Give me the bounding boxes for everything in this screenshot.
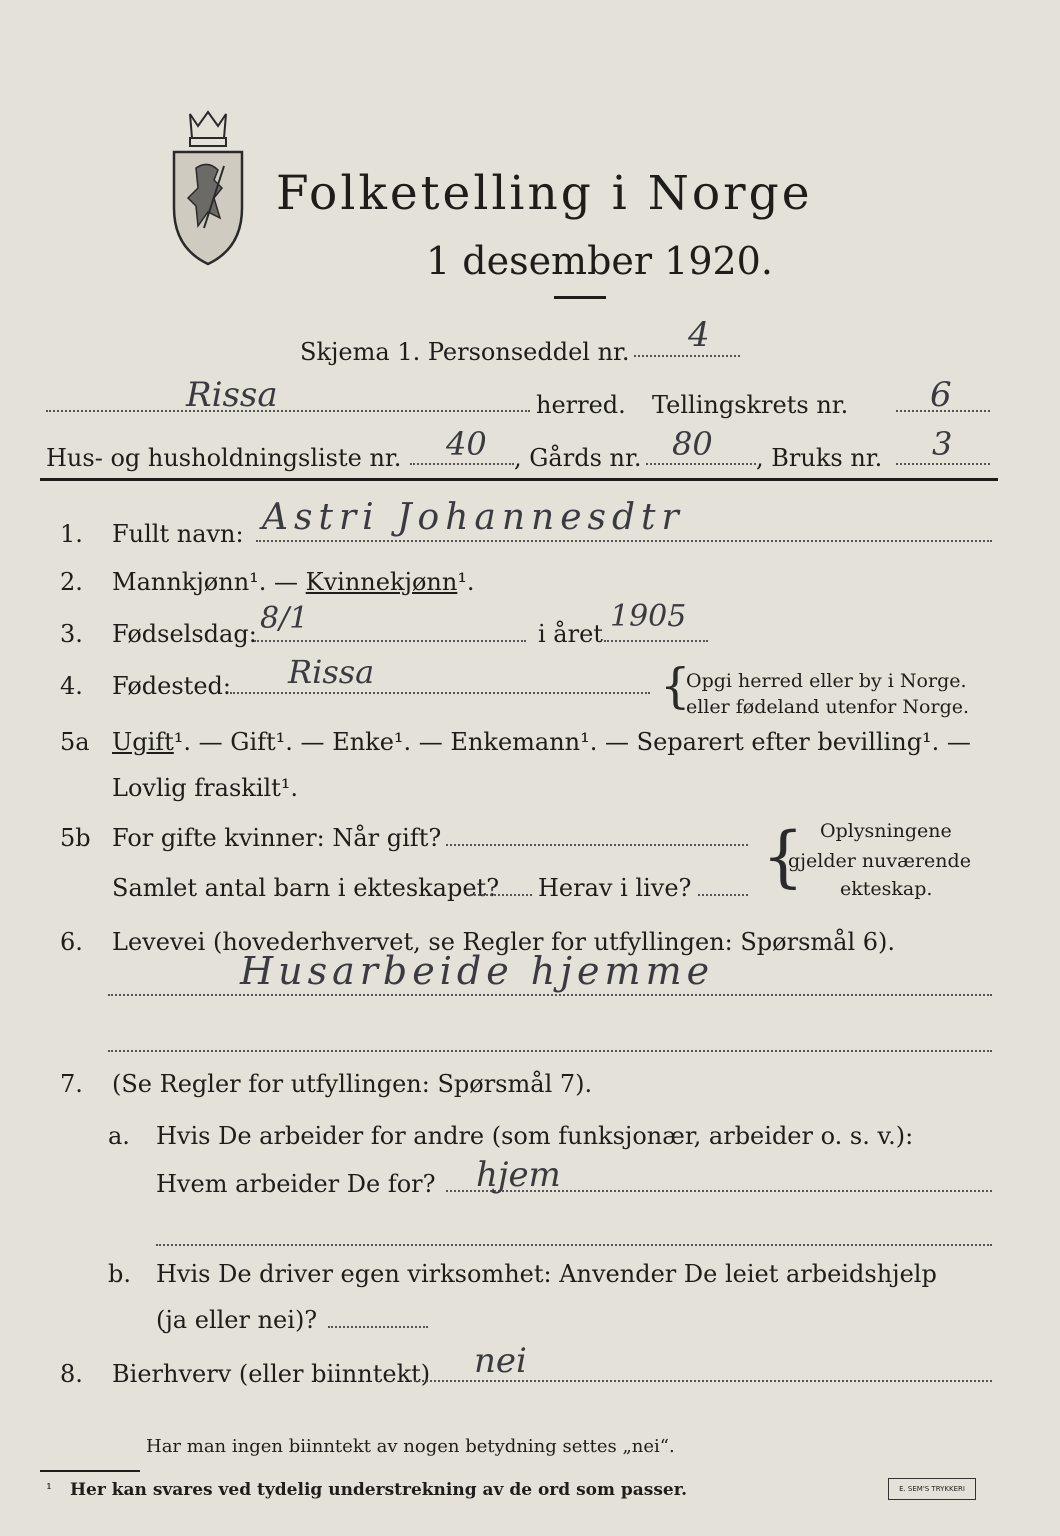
arbeider-for-value: hjem (476, 1155, 561, 1195)
footer-rule (40, 1470, 140, 1472)
herred-field[interactable] (46, 410, 530, 412)
fodested-value: Rissa (288, 653, 375, 691)
year-value: 1905 (610, 599, 687, 634)
q4-number: 4. (60, 672, 83, 700)
bruks-label: , Bruks nr. (756, 444, 883, 472)
ugift-option[interactable]: Ugift (112, 728, 174, 756)
herred-value: Rissa (186, 375, 278, 415)
q5b-note-1: Oplysningene (820, 820, 952, 842)
census-date: 1 desember 1920. (426, 239, 773, 283)
mannkjonn-option[interactable]: Mannkjønn¹. (112, 568, 267, 596)
skjema-value: 4 (688, 315, 710, 355)
year-label: i året (538, 620, 603, 648)
footnote-text: Her kan svares ved tydelig understrekning av de ord som passer. (70, 1480, 688, 1500)
bierhverv-value: nei (474, 1341, 527, 1381)
q5b-number: 5b (60, 824, 91, 852)
gards-value: 80 (672, 425, 713, 463)
skjema-field[interactable] (634, 355, 740, 357)
husholdningsliste-value: 40 (446, 425, 487, 463)
q4-brace: { (660, 658, 691, 714)
q5a-number: 5a (60, 728, 90, 756)
q6-label: Levevei (hovederhvervet, se Regler for utfyllingen: Spørsmål 6). (112, 928, 896, 956)
bruks-field[interactable] (896, 463, 990, 465)
q2-number: 2. (60, 568, 83, 596)
q7-number: 7. (60, 1070, 83, 1098)
q8-label: Bierhverv (eller biinntekt) (112, 1360, 431, 1388)
leiet-arbeidshjelp-field[interactable] (328, 1326, 428, 1328)
q6-number: 6. (60, 928, 83, 956)
q4-note-1: Opgi herred eller by i Norge. (686, 670, 967, 692)
q7a-line1: Hvis De arbeider for andre (som funksjonær, arbeider o. s. v.): (156, 1122, 914, 1150)
herav-label: Herav i live? (538, 874, 692, 902)
footer-note: Har man ingen biinntekt av nogen betydning settes „nei“. (146, 1436, 675, 1457)
year-field[interactable] (604, 640, 708, 642)
nar-gift-label: For gifte kvinner: Når gift? (112, 824, 442, 852)
q1-label: Fullt navn: (112, 520, 244, 548)
tellingskrets-label: Tellingskrets nr. (652, 391, 849, 419)
fullt-navn-value: Astri Johannesdtr (262, 497, 685, 538)
q5b-note-3: ekteskap. (840, 878, 933, 900)
husholdningsliste-label: Hus- og husholdningsliste nr. (46, 444, 402, 472)
form-title: Folketelling i Norge (276, 166, 813, 221)
levevei-value: Husarbeide hjemme (240, 949, 715, 993)
title-divider (554, 296, 606, 299)
fodselsdag-value: 8/1 (260, 601, 309, 636)
herred-label: herred. (536, 391, 626, 419)
nar-gift-field[interactable] (446, 844, 748, 846)
printer-mark (888, 1478, 976, 1500)
coat-of-arms-icon (168, 108, 248, 268)
q7b-line2: (ja eller nei)? (156, 1306, 318, 1334)
fodested-field[interactable] (230, 692, 650, 694)
arbeider-for-field-2[interactable] (156, 1244, 992, 1246)
tellingskrets-value: 6 (930, 375, 952, 415)
q4-label: Fødested: (112, 672, 231, 700)
skjema-label: Skjema 1. Personseddel nr. (300, 338, 630, 366)
q3-number: 3. (60, 620, 83, 648)
q7a-line2: Hvem arbeider De for? (156, 1170, 436, 1198)
antal-barn-field[interactable] (470, 894, 532, 896)
q5b-brace: { (762, 818, 804, 895)
q7-label: (Se Regler for utfyllingen: Spørsmål 7). (112, 1070, 593, 1098)
q7b-number: b. (108, 1260, 131, 1288)
kvinnekjonn-option[interactable]: Kvinnekjønn (305, 568, 458, 596)
printer-label: E. SEM'S TRYKKERI (899, 1485, 965, 1493)
gards-label: , Gårds nr. (514, 444, 642, 472)
q1-number: 1. (60, 520, 83, 548)
levevei-field-2[interactable] (108, 1050, 992, 1052)
husholdningsliste-field[interactable] (410, 463, 514, 465)
q3-label: Fødselsdag: (112, 620, 257, 648)
q5a-options (112, 730, 971, 754)
q4-note-2: eller fødeland utenfor Norge. (686, 696, 970, 718)
q7b-line1: Hvis De driver egen virksomhet: Anvender De leiet arbeidshjelp (156, 1260, 937, 1288)
q5a-line2[interactable]: Lovlig fraskilt¹. (112, 774, 299, 802)
q2-separator: — (266, 568, 306, 596)
q8-number: 8. (60, 1360, 83, 1388)
q5a-other-options[interactable]: ¹. — Gift¹. — Enke¹. — Enkemann¹. — Separert efter bevilling¹. — (173, 728, 971, 756)
herav-field[interactable] (698, 894, 748, 896)
kvinnekjonn-sup: ¹. (457, 568, 475, 596)
q2-options (112, 570, 475, 594)
bruks-value: 3 (932, 425, 953, 463)
antal-barn-label: Samlet antal barn i ekteskapet? (112, 874, 500, 902)
levevei-field-1[interactable] (108, 994, 992, 996)
header-rule (40, 478, 998, 481)
footnote-marker: ¹ (46, 1480, 53, 1498)
gards-field[interactable] (646, 463, 756, 465)
q7a-number: a. (108, 1122, 130, 1150)
fullt-navn-field[interactable] (256, 540, 992, 542)
q5b-note-2: gjelder nuværende (788, 850, 971, 872)
fodselsdag-field[interactable] (254, 640, 526, 642)
